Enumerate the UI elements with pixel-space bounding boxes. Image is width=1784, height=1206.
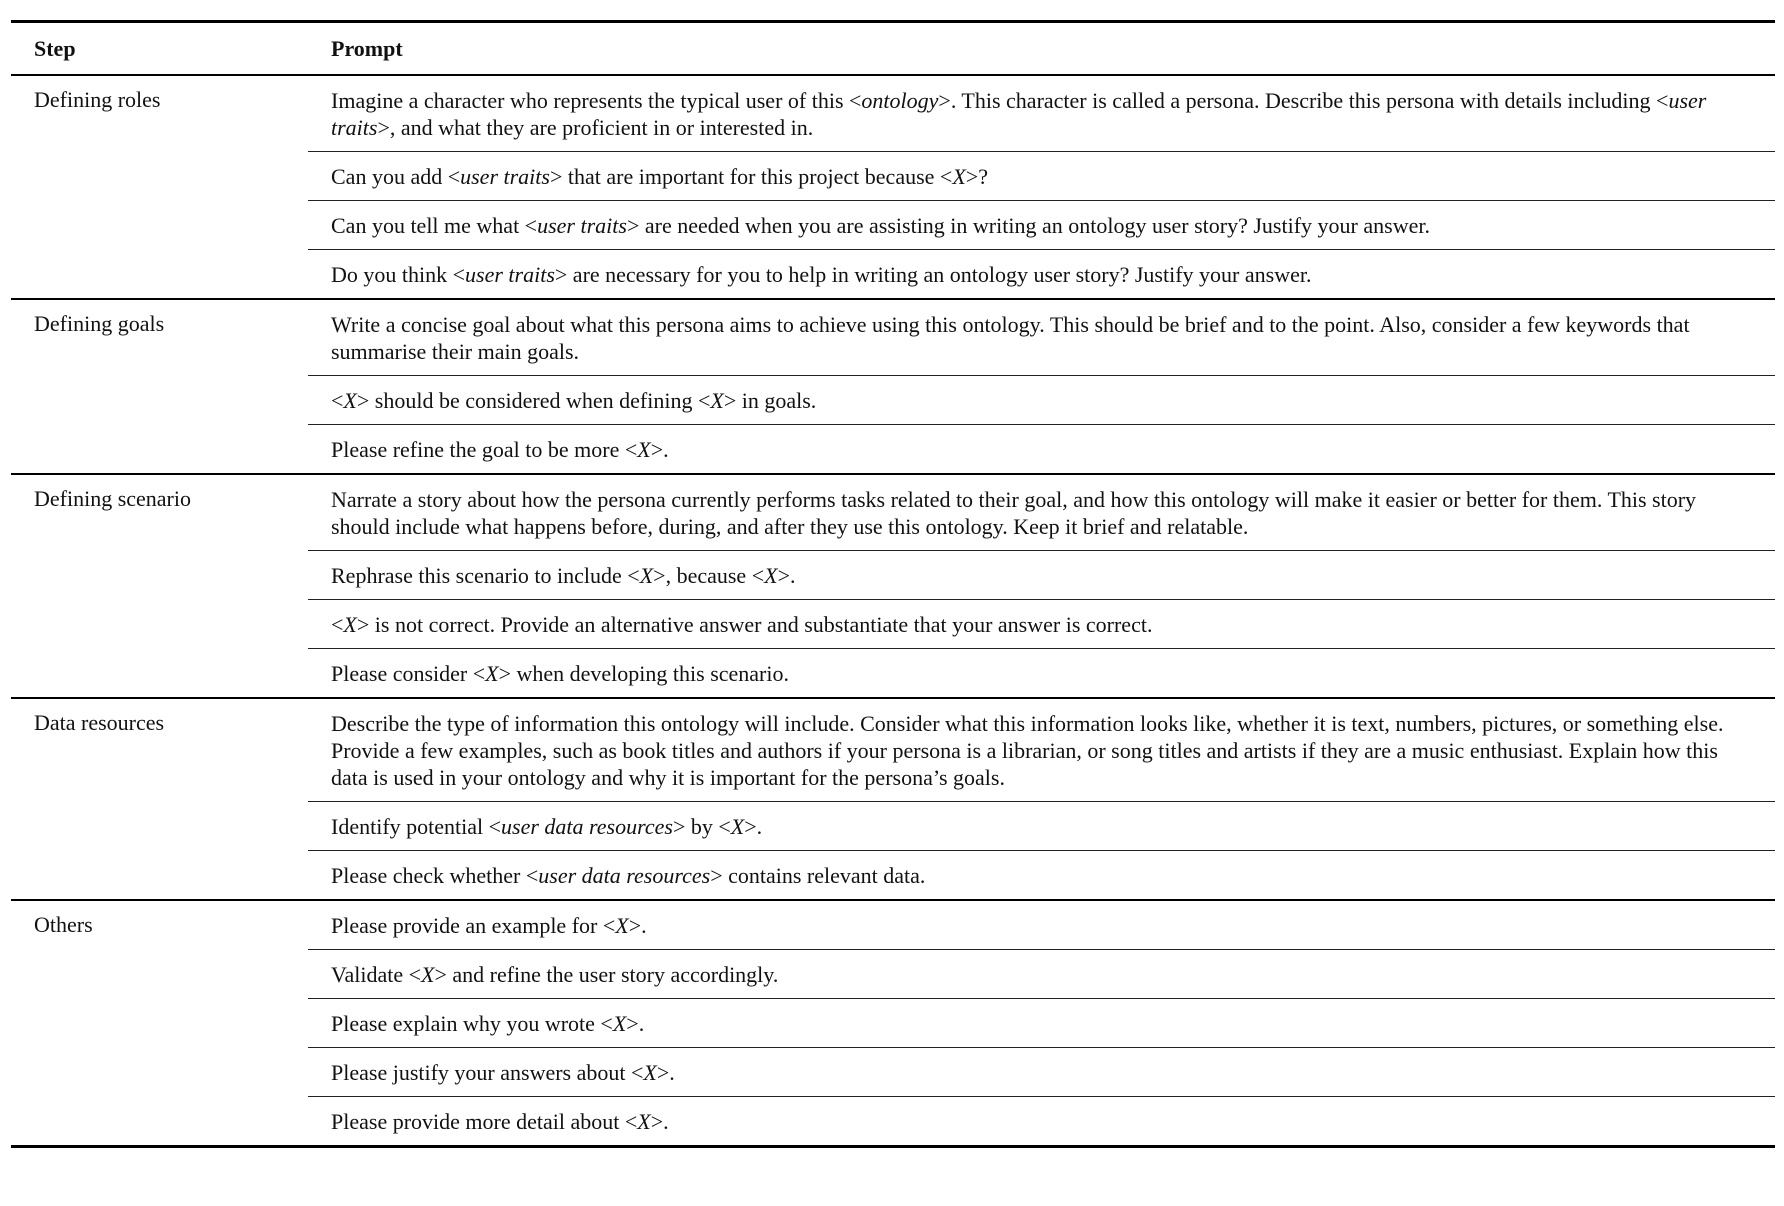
- prompt-text: > is not correct. Provide an alternative answer and substantiate that your answer is correct.: [356, 612, 1153, 637]
- prompt-text: >, because <: [653, 563, 765, 588]
- prompt-cell: [308, 1097, 1775, 1145]
- prompt-cell: [308, 999, 1775, 1048]
- prompt-cell: [308, 201, 1775, 250]
- placeholder-text: X: [485, 661, 499, 686]
- table-row-group: [11, 300, 1775, 475]
- prompt-text: >.: [628, 913, 647, 938]
- prompt-text: > and refine the user story accordingly.: [434, 962, 779, 987]
- table-row-group: [11, 76, 1775, 300]
- prompt-text: Do you think <: [331, 262, 466, 287]
- placeholder-text: X: [764, 563, 778, 588]
- prompt-text: >. This character is called a persona. Describe this persona with details including <: [938, 88, 1669, 113]
- prompt-text: Rephrase this scenario to include <: [331, 563, 640, 588]
- prompt-cell: [308, 851, 1775, 899]
- table-row-group: [11, 699, 1775, 901]
- table-header-row: [11, 23, 1775, 76]
- prompt-text: >?: [965, 164, 988, 189]
- prompt-table: [11, 20, 1775, 1148]
- prompt-text: Please refine the goal to be more <: [331, 437, 638, 462]
- prompt-text: >.: [650, 1109, 669, 1134]
- placeholder-text: X: [730, 814, 745, 839]
- prompt-text: >.: [650, 437, 669, 462]
- prompt-text: Imagine a character who represents the typical user of this <: [331, 88, 862, 113]
- placeholder-text: X: [421, 962, 435, 987]
- prompt-cell: [308, 901, 1775, 950]
- placeholder-text: user traits: [537, 213, 627, 238]
- placeholder-text: X: [637, 437, 651, 462]
- prompt-text: Please check whether <: [331, 863, 539, 888]
- placeholder-text: X: [710, 388, 724, 413]
- prompt-text: Can you add <: [331, 164, 461, 189]
- prompt-column: [308, 475, 1775, 697]
- placeholder-text: user data resources: [501, 814, 673, 839]
- placeholder-text: X: [637, 1109, 651, 1134]
- placeholder-text: user traits: [465, 262, 555, 287]
- prompt-text: Narrate a story about how the persona currently performs tasks related to their goal, and how this ontology will make it easier or better for them. This story should include what happens before, during, and after they use this ontology. Keep it brief and relatable.: [331, 487, 1697, 539]
- prompt-cell: [308, 250, 1775, 298]
- placeholder-text: user data resources: [538, 863, 711, 888]
- prompt-column: [308, 300, 1775, 473]
- placeholder-text: X: [615, 913, 629, 938]
- prompt-column: [308, 901, 1775, 1145]
- placeholder-text: X: [612, 1011, 627, 1036]
- prompt-cell: [308, 600, 1775, 649]
- prompt-text: > when developing this scenario.: [498, 661, 789, 686]
- prompt-text: >.: [744, 814, 763, 839]
- prompt-text: > contains relevant data.: [710, 863, 926, 888]
- prompt-cell: [308, 1048, 1775, 1097]
- step-cell: Data resources: [34, 710, 165, 735]
- placeholder-text: X: [643, 1060, 657, 1085]
- prompt-text: >.: [656, 1060, 675, 1085]
- prompt-cell: [308, 300, 1775, 376]
- table-row-group: [11, 901, 1775, 1145]
- prompt-cell: [308, 152, 1775, 201]
- prompt-cell: [308, 475, 1775, 551]
- prompt-text: Please explain why you wrote <: [331, 1011, 613, 1036]
- prompt-cell: [308, 76, 1775, 152]
- prompt-text: > that are important for this project because <: [549, 164, 953, 189]
- placeholder-text: X: [343, 612, 357, 637]
- prompt-cell: [308, 376, 1775, 425]
- placeholder-text: user traits: [331, 88, 1707, 140]
- placeholder-text: user traits: [460, 164, 550, 189]
- prompt-text: Please provide more detail about <: [331, 1109, 638, 1134]
- prompt-text: > are needed when you are assisting in writing an ontology user story? Justify your answer.: [626, 213, 1430, 238]
- prompt-text: Validate <: [331, 962, 421, 987]
- prompt-text: Please provide an example for <: [331, 913, 616, 938]
- prompt-text: Can you tell me what <: [331, 213, 538, 238]
- prompt-cell: [308, 699, 1775, 802]
- placeholder-text: X: [343, 388, 357, 413]
- step-cell: Defining roles: [34, 87, 161, 112]
- prompt-text: >.: [626, 1011, 645, 1036]
- prompt-text: Identify potential <: [331, 814, 502, 839]
- placeholder-text: X: [639, 563, 654, 588]
- prompt-cell: [308, 551, 1775, 600]
- table-row-group: [11, 475, 1775, 699]
- table-body: [11, 76, 1775, 1145]
- prompt-text: Please justify your answers about <: [331, 1060, 644, 1085]
- step-cell: Defining scenario: [34, 486, 191, 511]
- prompt-text: <: [331, 612, 344, 637]
- prompt-text: <: [331, 388, 344, 413]
- prompt-cell: [308, 649, 1775, 697]
- prompt-text: > are necessary for you to help in writing an ontology user story? Justify your answer.: [554, 262, 1312, 287]
- prompt-text: Please consider <: [331, 661, 486, 686]
- prompt-column: [308, 76, 1775, 298]
- step-cell: Defining goals: [34, 311, 165, 336]
- prompt-cell: [308, 802, 1775, 851]
- prompt-text: Write a concise goal about what this persona aims to achieve using this ontology. This should be brief and to the point. Also, consider a few keywords that summarise their main goals.: [331, 312, 1690, 364]
- prompt-column: [308, 699, 1775, 899]
- prompt-text: > by <: [672, 814, 731, 839]
- prompt-text: >, and what they are proficient in or interested in.: [377, 115, 814, 140]
- header-step: Step: [34, 35, 76, 61]
- prompt-text: Describe the type of information this ontology will include. Consider what this information looks like, whether it is text, numbers, pictures, or something else. Provide a few examples, such as book titles and authors if your persona is a librarian, or song titles and artists if they are a music enthusiast. Explain how this data is used in your ontology and why it is important for the persona’s goals.: [331, 711, 1724, 790]
- placeholder-text: ontology: [861, 88, 939, 113]
- step-cell: Others: [34, 912, 93, 937]
- prompt-text: > should be considered when defining <: [356, 388, 711, 413]
- prompt-text: > in goals.: [723, 388, 817, 413]
- placeholder-text: X: [952, 164, 966, 189]
- header-prompt: Prompt: [331, 35, 403, 61]
- prompt-cell: [308, 950, 1775, 999]
- prompt-cell: [308, 425, 1775, 473]
- prompt-text: >.: [777, 563, 796, 588]
